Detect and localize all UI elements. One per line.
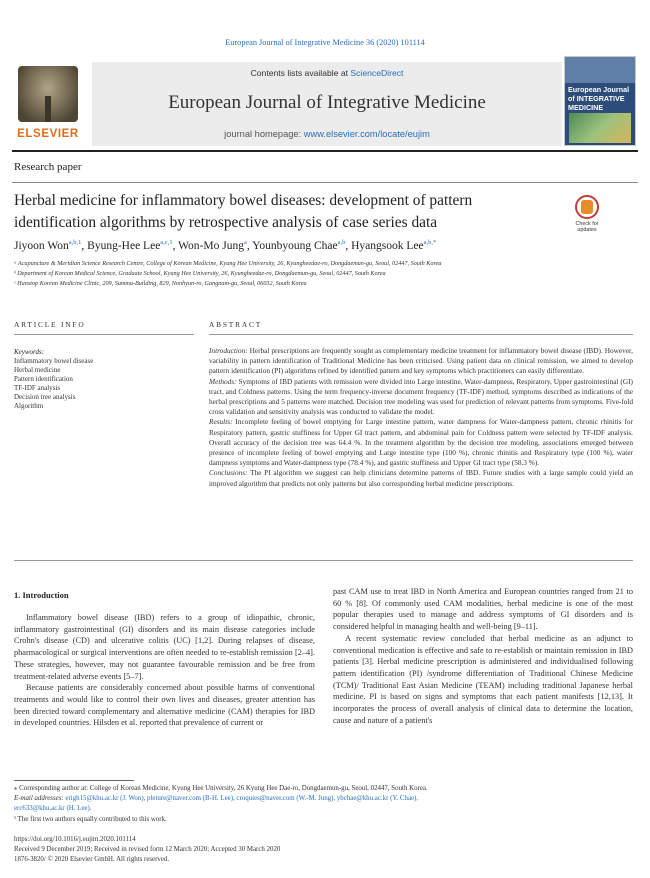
author-affil-mark[interactable]: a,b,* [423, 239, 437, 246]
body-column-right [333, 586, 633, 726]
keyword: TF-IDF analysis [14, 384, 61, 392]
journal-header [12, 56, 638, 152]
keyword: Herbal medicine [14, 366, 61, 374]
cover-photo [569, 113, 631, 143]
sciencedirect-link[interactable]: ScienceDirect [350, 68, 404, 78]
author-name[interactable]: Won-Mo Jung [178, 239, 244, 252]
publisher-name: ELSEVIER [17, 128, 79, 140]
author-name[interactable]: Hyangsook Lee [351, 239, 424, 252]
email-link[interactable]: erc633@khu.ac.kr (H. Lee). [14, 805, 92, 812]
author-name[interactable]: Younbyoung Chae [252, 239, 338, 252]
paragraph: Because patients are considerably concerned about possible harms of conventional treatments and would like to control their own lives and diseases, greater attention has been directed toward complementary and alternative medicine (CAM) therapies for IBD in developed countries. Hilsden et al. reported that prevalence of current or [14, 683, 315, 728]
journal-title[interactable]: European Journal of Integrative Medicine [168, 92, 486, 113]
article-title: Herbal medicine for inflammatory bowel diseases: development of pattern identification algorithms by retrospective analysis of case series data [14, 192, 473, 231]
divider [14, 780, 134, 781]
affiliation: ᵇ Department of Korean Medical Science, Graduate School, Kyung Hee University, 26, Kyungheedae-ro, Dongdaemun-gu, Seoul, 02447, South Korea [14, 270, 386, 277]
abstract-text [209, 346, 633, 489]
keyword: Pattern identification [14, 375, 73, 383]
homepage-line: journal homepage: www.elsevier.com/locate/eujim [224, 129, 430, 139]
elsevier-logo[interactable] [12, 62, 84, 146]
abstract-introduction: Introduction: Herbal prescriptions are frequently sought as complementary medicine treatment for inflammatory bowel disease (IBD). However, variability in pattern identification of Traditional Medicine has been criticised. Using patient data on clinical remission, we aimed to develop pattern identification (PI) algorithms refined by identified pattern and key symptoms which practitioners can easily differentiate. [209, 346, 633, 376]
author-name[interactable]: Jiyoon Won [14, 239, 69, 252]
email-link[interactable]: erigh15@khu.ac.kr (J. Won), pleture@naver.com (B-H. Lee), croquies@naver.com (W.-M. Jung), ybchae@khu.ac.kr (Y. Chae), [65, 795, 419, 802]
copyright: 1876-3820/ © 2020 Elsevier GmbH. All rights reserved. [14, 856, 170, 863]
divider [12, 150, 638, 152]
abstract-heading: ABSTRACT [209, 320, 263, 329]
abstract-methods: Methods: Symptoms of IBD patients with remission were divided into Large intestine, Water-dampness, Respiratory, Upper gastrointestinal (GI) tract, and Coldness patterns. Using the term frequency-inverse document frequency (TF-IDF) method, symptoms described as indications of the herbal prescriptions and 5 patterns were matched. Decision tree modeling was used for prediction of relevant patterns from symptoms. Five-fold cross validation and sensitivity analysis was conducted to validate the model. [209, 376, 633, 417]
equal-contribution-note: ¹ The first two authors equally contributed to this work. [14, 816, 167, 823]
email-addresses-cont [14, 804, 92, 814]
corresponding-author-note: ⁎ Corresponding author at: College of Korean Medicine, Kyung Hee University, 26 Kyung Hee Dae-ro, Dongdaemun-gu, Seoul, 02447, South Korea. [14, 785, 428, 792]
crossmark-icon [575, 195, 599, 219]
author-affil-mark[interactable]: a,b,1 [68, 239, 82, 246]
divider [14, 560, 633, 561]
keyword: Algorithm [14, 402, 44, 410]
author-affil-mark[interactable]: a [243, 239, 247, 246]
homepage-link[interactable]: www.elsevier.com/locate/eujim [303, 129, 430, 139]
tree-icon [18, 66, 78, 122]
divider [12, 182, 638, 183]
body-column-left [14, 612, 315, 729]
keywords-label: Keywords: [14, 348, 45, 356]
author-affil-mark[interactable]: a,c,1 [160, 239, 173, 246]
affiliation: ᶜ Hanstop Korean Medicine Clinic, 209, Samma-Building, 829, Nonhyun-ro, Gangnam-gu, Seoul, 06032, South Korea [14, 280, 307, 287]
divider [14, 334, 194, 335]
cover-title: European Journal of INTEGRATIVE MEDICINE [568, 85, 630, 112]
email-addresses: E-mail addresses: erigh15@khu.ac.kr (J. Won), pleture@naver.com (B-H. Lee), croquies@naver.com (W.-M. Jung), ybchae@khu.ac.kr (Y. Chae), [14, 795, 419, 802]
check-for-updates-button[interactable] [570, 195, 604, 235]
keyword: Decision tree analysis [14, 393, 76, 401]
author-affil-mark[interactable]: a,b [337, 239, 346, 246]
author-list: Jiyoon Won$^{a,b,1}$, Byung-Hee Lee$^{a,c,1}$, Won-Mo Jung$^a$, Younbyoung Chae$^{a,b}$, Hyangsook Lee$^{a,b,*}$ [14, 239, 437, 252]
paragraph: A recent systematic review concluded that herbal medicine as an adjunct to conventional medication is effective and safe to re-establish or maintain remission in IBD patients [3]. Herbal medicine prescription is administered and individualised following pattern identification (PI) /syndrome differentiation of Traditional Chinese Medicine (TCM)/ Traditional East Asian Medicine (TEAM) including traditional Japanese herbal medicine. PI is based on signs and symptoms that each patient manifests [12,13]. It incorporates the process of overall analysis of clinical data to determine the location, cause and nature of a patient's [333, 633, 633, 725]
article-info-heading: ARTICLE INFO [14, 320, 86, 329]
section-heading: 1. Introduction [14, 590, 69, 600]
journal-banner [92, 62, 562, 146]
paragraph: Inflammatory bowel disease (IBD) refers to a group of idiopathic, chronic, inflammatory gastrointestinal (GI) disorders and its main disease categories include Crohn's disease (CD) and ulcerative colitis (UC) [1,2]. During relapses of disease, pharmacological or surgical interventions are often needed to re-establish remission [2–4]. These strategies, however, may not guarantee favourable remission and be free from treatment-related adverse events [5–7]. [14, 613, 315, 681]
doi-link[interactable]: https://doi.org/10.1016/j.eujim.2020.101114 [14, 836, 136, 843]
paper-type: Research paper [14, 161, 82, 173]
journal-cover-image[interactable] [564, 56, 636, 146]
contents-line: Contents lists available at ScienceDirect [250, 68, 404, 78]
affiliation: ᵃ Acupuncture & Meridian Science Research Centre, College of Korean Medicine, Kyung Hee University, 26, Kyungheedae-ro, Dongdaemun-gu, Seoul, 02447, South Korea [14, 260, 442, 267]
received-dates: Received 9 December 2019; Received in revised form 12 March 2020; Accepted 30 March 2020 [14, 846, 281, 853]
keyword: Inflammatory bowel disease [14, 357, 94, 365]
divider [209, 334, 633, 335]
abstract-results: Results: Incomplete feeling of bowel emptying for Large intestine pattern, water dampness for Water-dampness pattern, chronic rhinitis for Respiratory pattern, gastric stuffiness for Upper GI tract pattern, and abdominal pain for Coldness pattern were selected by TF-IDF analysis. Overall accuracy of the decision tree was 64.4 %. In the treatment algorithm by the decision tree modeling, associations emerged between presence of incomplete feeling of bowel emptying and Large intestine type (100 %), chronic rhinitis and Respiratory type (100 %), water dampness symptoms and Water-dampness type (78.4 %), and gastric stuffiness and Upper GI tract type (58.3 %). [209, 417, 633, 468]
author-name[interactable]: Byung-Hee Lee [87, 239, 161, 252]
journal-citation[interactable]: European Journal of Integrative Medicine 36 (2020) 101114 [225, 38, 425, 47]
paragraph: past CAM use to treat IBD in North America and European countries ranged from 21 to 60 % [8]. Of commonly used CAM modalities, herbal medicine is one of the most popular therapies used to manage and address symptoms of GI disorders and is considered helpful in managing health and well-being [9–11]. [333, 587, 633, 632]
abstract-conclusions: Conclusions: The PI algorithm we suggest can help clinicians determine patterns of IBD. Future studies with a large sample could yield an improved algorithm that predicts not only patterns but also corresponding herbal medicine prescriptions. [209, 468, 633, 488]
check-for-updates-label: Check for updates [575, 221, 599, 233]
